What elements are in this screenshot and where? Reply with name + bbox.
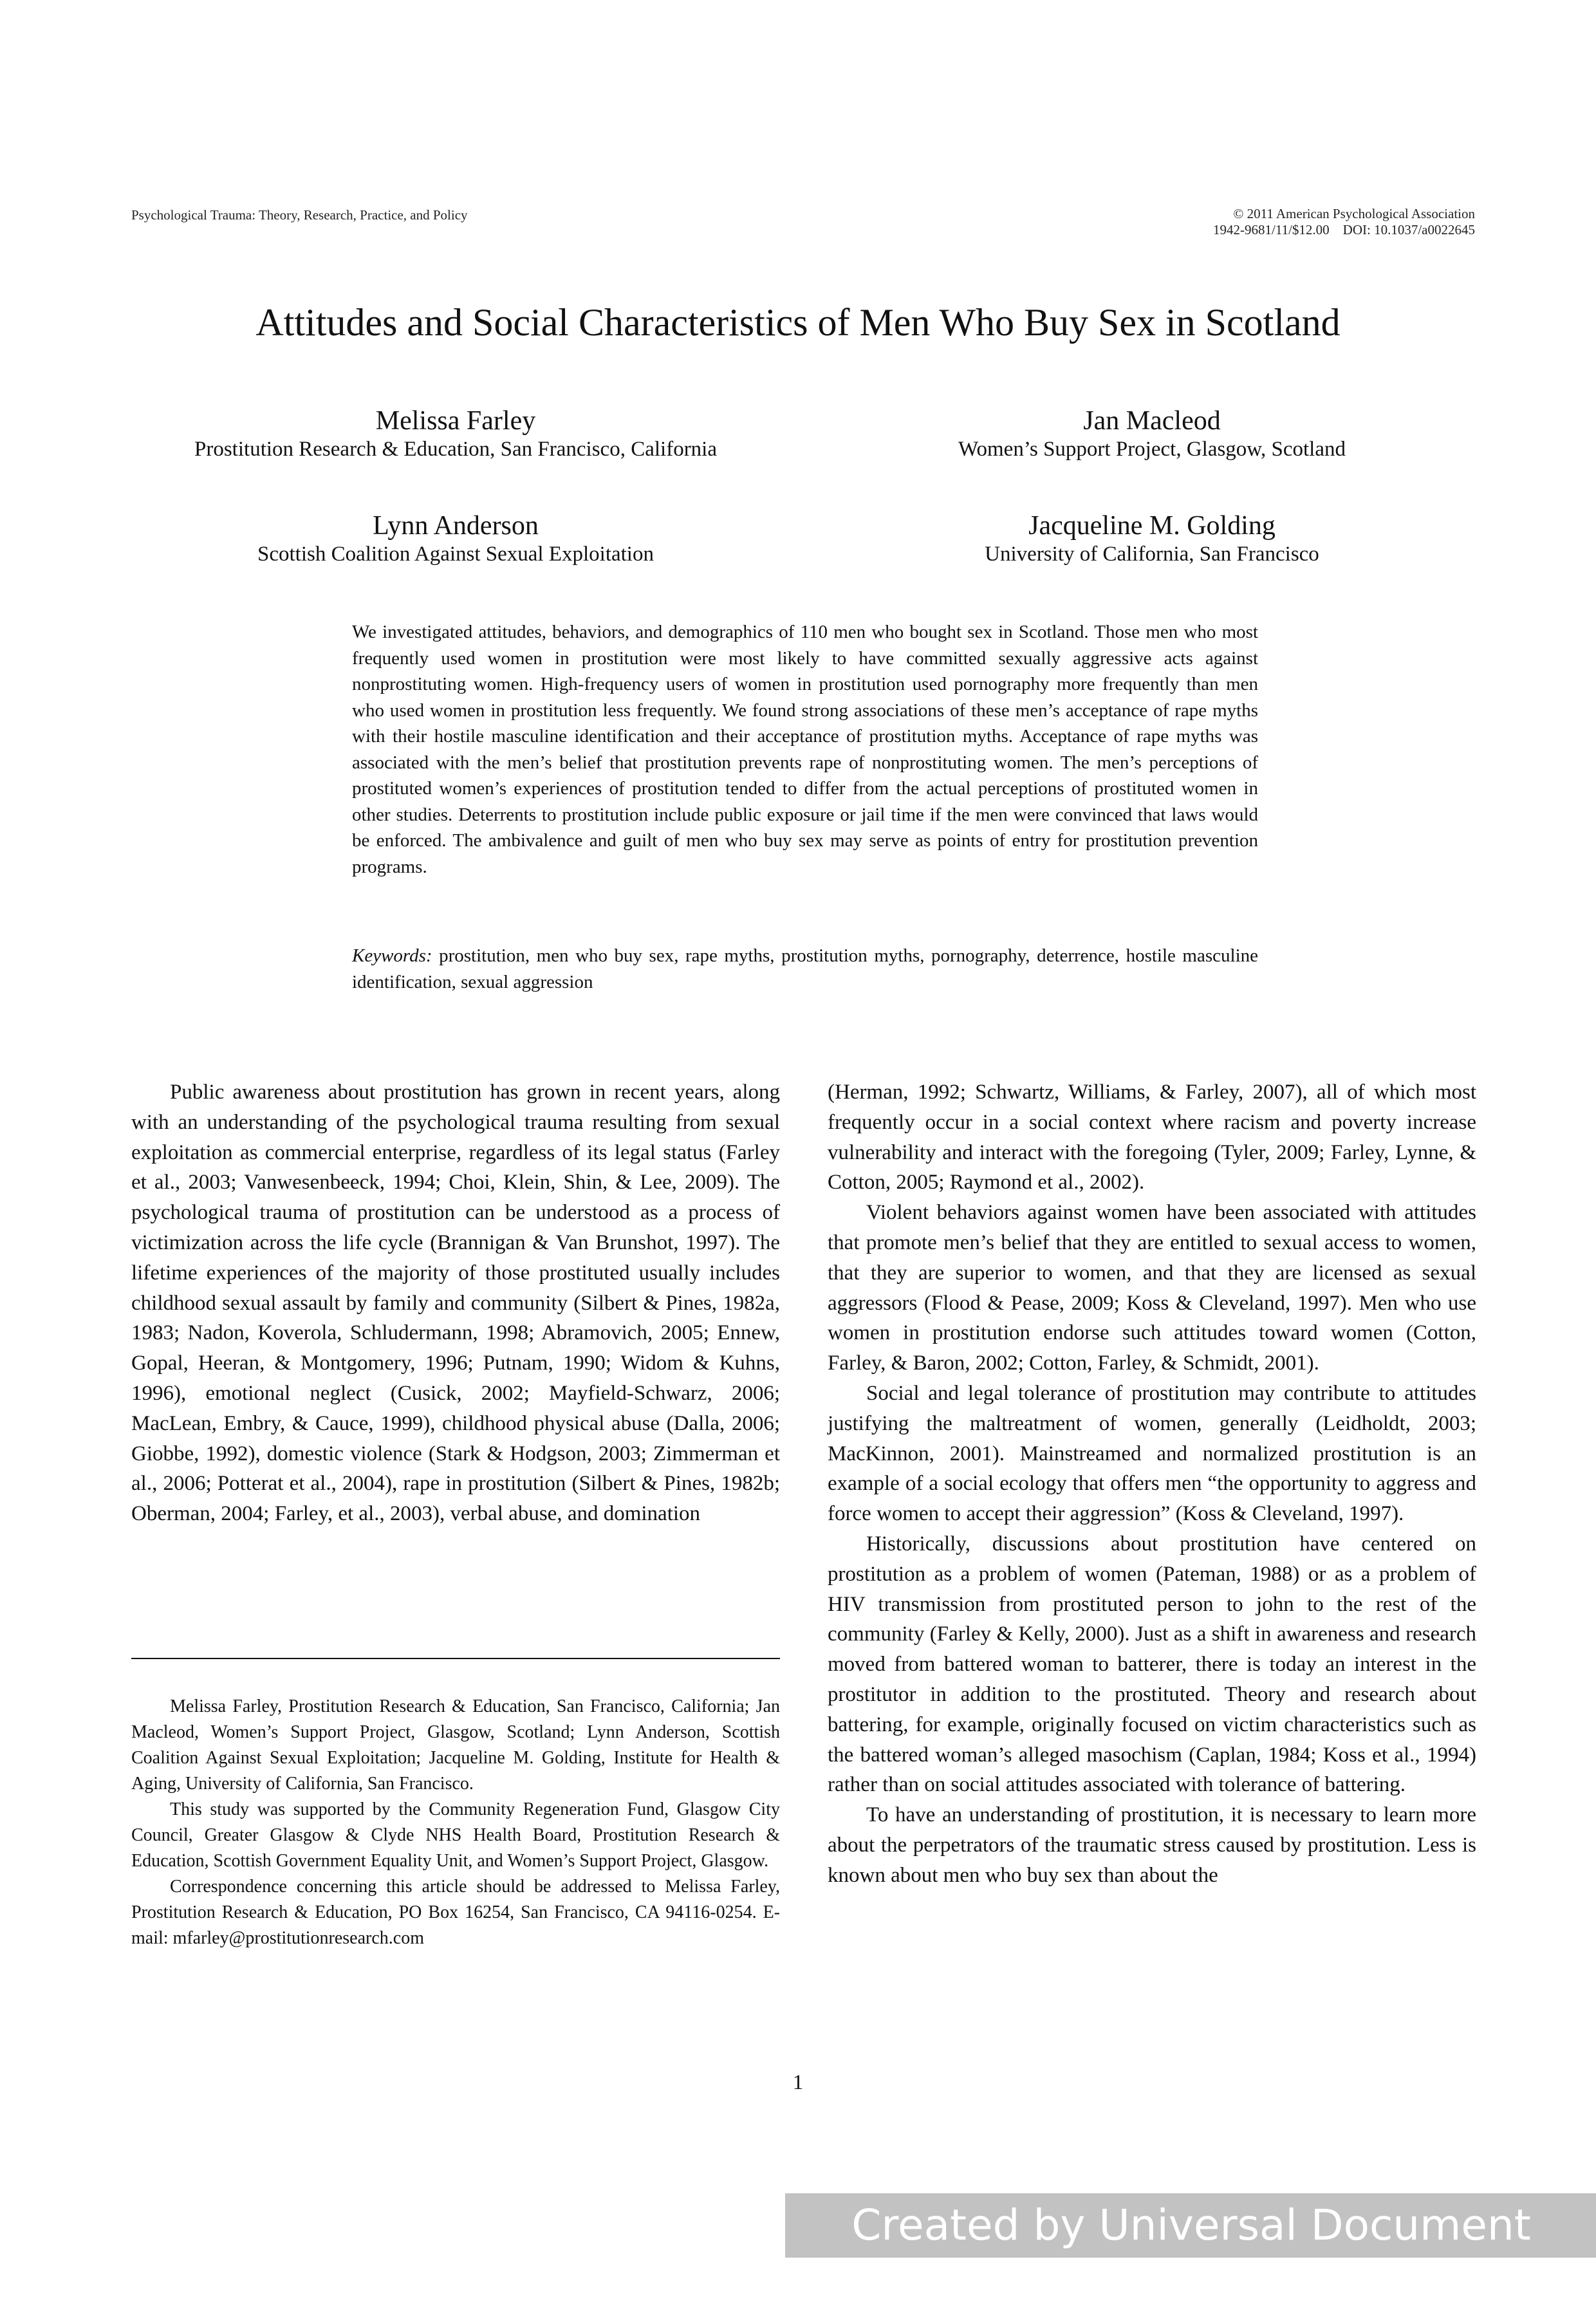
page-number: 1 <box>792 2071 804 2094</box>
body-paragraph: Public awareness about prostitution has grown in recent years, along with an understanding of the psychological trauma resulting from sexual exploitation as commercial enterprise, regardless of its legal status (Farley et al., 2003; Vanwesenbeeck, 1994; Choi, Klein, Shin, & Lee, 2009). The psychological trauma of prostitution can be understood as a process of victimization across the life cycle (Brannigan & Van Brunshot, 1997). The lifetime experiences of the majority of those prostituted usually includes childhood sexual assault by family and community (Silbert & Pines, 1982a, 1983; Nadon, Koverola, Schludermann, 1998; Abramovich, 2005; Ennew, Gopal, Heeran, & Montgomery, 1996; Putnam, 1990; Widom & Kuhns, 1996), emotional neglect (Cusick, 2002; Mayfield-Schwarz, 2006; MacLean, Embry, & Cauce, 1999), childhood physical abuse (Dalla, 2006; Giobbe, 1992), domestic violence (Stark & Hodgson, 2003; Zimmerman et al., 2006; Potterat et al., 2004), rape in prostitution (Silbert & Pines, 1982b; Oberman, 2004; Farley, et al., 2003), verbal abuse, and domination <box>131 1081 780 1526</box>
converter-watermark: Created by Universal Document Converter <box>785 2193 1596 2258</box>
abstract: We investigated attitudes, behaviors, and demographics of 110 men who bought sex in Scotland. Those men who most frequently used women in prostitution were most likely to have committed sexually aggressive acts against nonprostituting women. High-frequency users of women in prostitution used pornography more frequently than men who used women in prostitution less frequently. We found strong associations of these men’s acceptance of rape myths with their hostile masculine identification and their acceptance of prostitution myths. Acceptance of rape myths was associated with the men’s belief that prostitution prevents rape of nonprostituting women. The men’s perceptions of prostituted women’s experiences of prostitution tended to differ from the actual perceptions of prostituted women in other studies. Deterrents to prostitution include public exposure or jail time if the men were convinced that laws would be enforced. The ambivalence and guilt of men who buy sex may serve as points of entry for prostitution prevention programs. <box>352 622 1258 877</box>
copyright-line: © 2011 American Psychological Association <box>1233 206 1475 221</box>
author-affiliation: Scottish Coalition Against Sexual Exploitation <box>257 543 654 566</box>
article-title: Attitudes and Social Characteristics of Men Who Buy Sex in Scotland <box>255 301 1341 344</box>
author-block <box>830 510 1474 567</box>
author-name: Jan Macleod <box>1083 406 1221 436</box>
author-affiliation: Prostitution Research & Education, San Francisco, California <box>194 438 717 461</box>
author-block <box>134 510 777 567</box>
author-block <box>830 405 1474 462</box>
footnote-paragraph: This study was supported by the Community Regeneration Fund, Glasgow City Council, Greater Glasgow & Clyde NHS Health Board, Prostitution Research & Education, Scottish Government Equality Unit, and Women’s Support Project, Glasgow. <box>131 1799 780 1871</box>
footnote-divider <box>131 1658 780 1659</box>
keywords-text: prostitution, men who buy sex, rape myths, prostitution myths, pornography, deterrence, hostile masculine identification, sexual aggression <box>352 945 1258 992</box>
keywords <box>352 943 1258 995</box>
body-column-right <box>828 1077 1476 1891</box>
copyright-block <box>1213 206 1475 238</box>
author-block <box>134 405 777 462</box>
author-name: Jacqueline M. Golding <box>1028 511 1276 541</box>
author-name: Melissa Farley <box>375 406 536 436</box>
keywords-label: Keywords: <box>352 945 432 966</box>
body-paragraph: Violent behaviors against women have been associated with attitudes that promote men’s belief that they are entitled to sexual access to women, that they are superior to women, and that they are licensed as sexual aggressors (Flood & Pease, 2009; Koss & Cleveland, 1997). Men who use women in prostitution endorse such attitudes toward women (Cotton, Farley, & Baron, 2002; Cotton, Farley, & Schmidt, 2001). <box>828 1201 1476 1375</box>
doi-line: 1942-9681/11/$12.00 DOI: 10.1037/a0022645 <box>1213 222 1475 237</box>
author-affiliation: University of California, San Francisco <box>985 543 1319 566</box>
body-paragraph: To have an understanding of prostitution, it is necessary to learn more about the perpetrators of the traumatic stress caused by prostitution. Less is known about men who buy sex than about the <box>828 1803 1476 1887</box>
author-affiliation: Women’s Support Project, Glasgow, Scotland <box>958 438 1346 461</box>
journal-name: Psychological Trauma: Theory, Research, Practice, and Policy <box>131 207 468 223</box>
body-paragraph: (Herman, 1992; Schwartz, Williams, & Farley, 2007), all of which most frequently occur in a social context where racism and poverty increase vulnerability and interact with the foregoing (Tyler, 2009; Farley, Lynne, & Cotton, 2005; Raymond et al., 2002). <box>828 1081 1476 1194</box>
body-paragraph: Historically, discussions about prostitution have centered on prostitution as a problem of women (Pateman, 1988) or as a problem of HIV transmission from prostituted person to john to the rest of the community (Farley & Kelly, 2000). Just as a shift in awareness and research moved from battered woman to batterer, there is today an interest in the prostitutor in addition to the prostituted. Theory and research about battering, for example, originally focused on victim characteristics such as the battered woman’s alleged masochism (Caplan, 1984; Koss et al., 1994) rather than on social attitudes associated with tolerance of battering. <box>828 1532 1476 1797</box>
author-name: Lynn Anderson <box>373 511 539 541</box>
body-paragraph: Social and legal tolerance of prostitution may contribute to attitudes justifying the maltreatment of women, generally (Leidholdt, 2003; MacKinnon, 2001). Mainstreamed and normalized prostitution is an example of a social ecology that offers men “the opportunity to aggress and force women to accept their aggression” (Koss & Cleveland, 1997). <box>828 1381 1476 1526</box>
footnote-paragraph: Melissa Farley, Prostitution Research & Education, San Francisco, California; Jan Macleod, Women’s Support Project, Glasgow, Scotland; Lynn Anderson, Scottish Coalition Against Sexual Exploitation; Jacqueline M. Golding, Institute for Health & Aging, University of California, San Francisco. <box>131 1696 780 1794</box>
footnote-paragraph: Correspondence concerning this article should be addressed to Melissa Farley, Prostitution Research & Education, PO Box 16254, San Francisco, CA 94116-0254. E-mail: mfarley@prostitutionresearch.com <box>131 1877 780 1948</box>
footnotes <box>131 1694 780 1951</box>
body-column-left <box>131 1077 780 1529</box>
